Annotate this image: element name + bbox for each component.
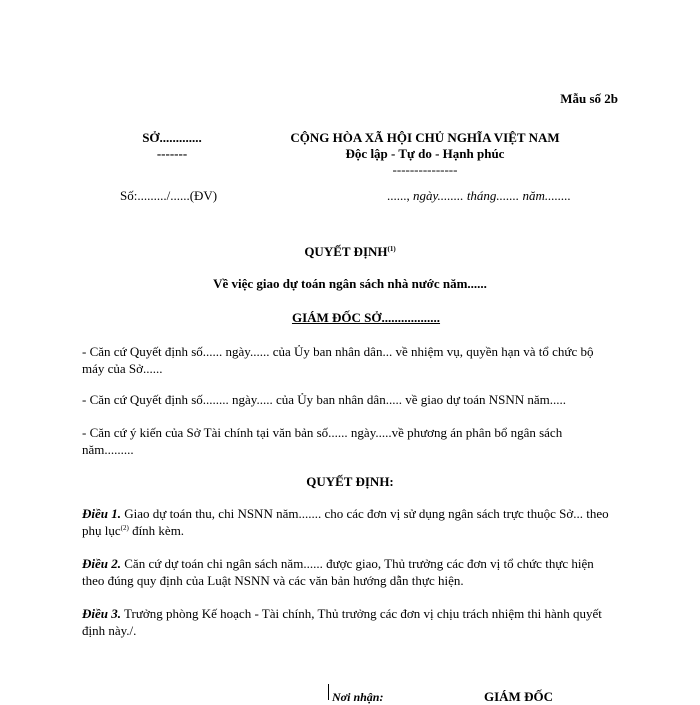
form-number: Mẫu số 2b	[560, 91, 618, 106]
issuer-title: GIÁM ĐỐC SỞ..................	[291, 310, 441, 325]
date-year: năm........	[522, 188, 571, 203]
title-note: (1)	[387, 245, 396, 253]
signer-title: GIÁM ĐỐC	[484, 689, 553, 704]
article-3	[82, 605, 612, 639]
article-2-label: Điều 2.	[82, 556, 121, 571]
article-1-label: Điều 1.	[82, 506, 121, 521]
article-3-label: Điều 3.	[82, 606, 121, 621]
document-subject: Về việc giao dự toán ngân sách nhà nước năm......	[213, 276, 487, 291]
article-2	[82, 555, 612, 589]
document-title	[0, 244, 700, 260]
recipients-label: Nơi nhận:	[332, 690, 384, 704]
footer-divider	[328, 684, 329, 700]
date-place: ......,	[387, 188, 410, 203]
date-day: ngày........	[413, 188, 464, 203]
document-date	[387, 188, 571, 204]
article-3-text: Trưởng phòng Kế hoạch - Tài chính, Thủ trưởng các đơn vị chịu trách nhiệm thi hành quyết định này./.	[82, 606, 602, 638]
article-1-note: (2)	[120, 524, 129, 532]
nation-title: CỘNG HÒA XÃ HỘI CHỦ NGHĨA VIỆT NAM	[290, 130, 560, 145]
article-2-text: Căn cứ dự toán chi ngân sách năm...... được giao, Thủ trưởng các đơn vị tổ chức thực hiện theo đúng quy định của Luật NSNN và các văn bản hướng dẫn thực hiện.	[82, 556, 594, 588]
title-main: QUYẾT ĐỊNH	[304, 244, 388, 259]
national-motto: Độc lập - Tự do - Hạnh phúc	[345, 146, 505, 161]
legal-basis-3: - Căn cứ ý kiến của Sở Tài chính tại văn bản số...... ngày.....về phương án phân bổ ngân sách năm.........	[82, 425, 563, 457]
legal-basis-1: - Căn cứ Quyết định số...... ngày...... của Ủy ban nhân dân... về nhiệm vụ, quyền hạn và tổ chức bộ máy của Sở......	[82, 344, 594, 376]
decision-heading: QUYẾT ĐỊNH:	[306, 474, 394, 489]
date-month: tháng.......	[466, 188, 520, 203]
article-1-text: Giao dự toán thu, chi NSNN năm....... cho các đơn vị sử dụng ngân sách trực thuộc Sở... theo phụ lục	[82, 506, 609, 538]
document-number: Số:........./......(ĐV)	[120, 188, 218, 203]
legal-basis-2: - Căn cứ Quyết định số........ ngày..... của Ủy ban nhân dân..... về giao dự toán NSNN năm.....	[82, 392, 567, 407]
agency-name: SỞ.............	[142, 130, 202, 145]
article-1-text-end: đính kèm.	[128, 523, 185, 538]
article-1	[82, 505, 612, 539]
motto-divider: ---------------	[392, 162, 458, 177]
agency-divider: -------	[156, 146, 188, 161]
